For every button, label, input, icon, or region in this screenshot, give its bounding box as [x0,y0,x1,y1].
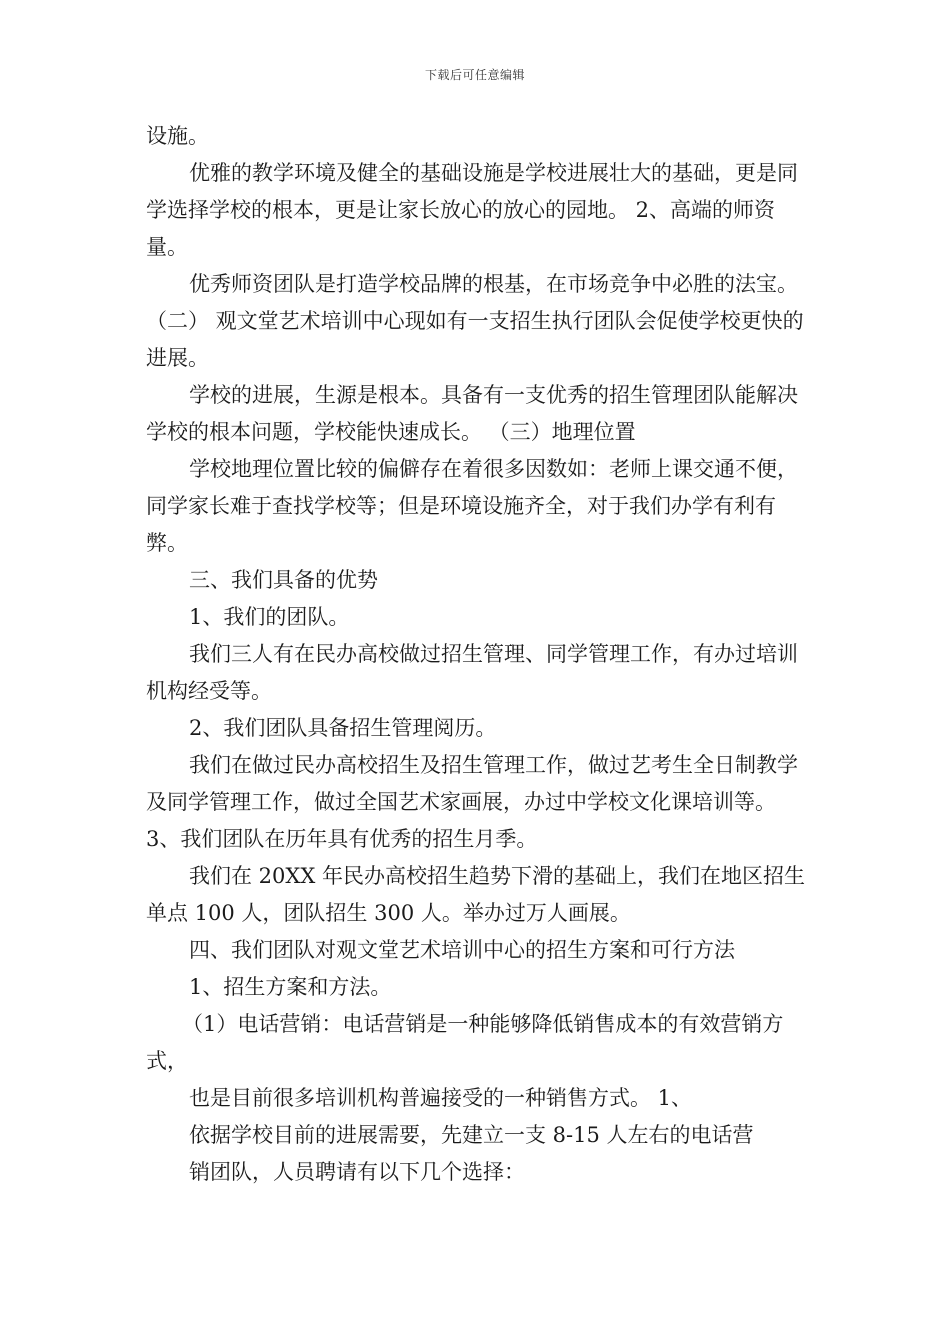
paragraph-5: 学校地理位置比较的偏僻存在着很多因数如：老师上课交通不便，同学家长难于查找学校等；但是环境设施齐全，对于我们办学有利有弊。 [146,457,798,555]
paragraph-team-build: 依据学校目前的进展需要，先建立一支 8-15 人左右的电话营 [189,1123,754,1147]
paragraph-1: 设施。 [146,124,209,148]
paragraph-telemarketing: （1）电话营销：电话营销是一种能够降低销售成本的有效营销方式， [146,1012,784,1073]
paragraph-results: 我们在 20XX 年民办高校招生趋势下滑的基础上，我们在地区招生单点 100 人，团队招生 300 人。举办过万人画展。 [146,864,805,925]
subheading-experience: 2、我们团队具备招生管理阅历。 [189,716,497,740]
paragraph-telemarketing-cont: 也是目前很多培训机构普遍接受的一种销售方式。 1、 [189,1086,693,1110]
paragraph-3: 优秀师资团队是打造学校品牌的根基，在市场竞争中必胜的法宝。 （二） 观文堂艺术培训中心现如有一支招生执行团队会促使学校更快的进展。 [146,272,805,370]
paragraph-4: 学校的进展，生源是根本。具备有一支优秀的招生管理团队能解决学校的根本问题，学校能快速成长。 （三）地理位置 [146,383,798,444]
paragraph-hiring: 销团队，人员聘请有以下几个选择： [189,1160,525,1184]
page-header-note: 下载后可任意编辑 [424,68,525,82]
paragraph-experience: 我们在做过民办高校招生及招生管理工作，做过艺考生全日制教学及同学管理工作，做过全国艺术家画展，办过中学校文化课培训等。 3、我们团队在历年具有优秀的招生月季。 [146,753,798,851]
section-heading-advantages: 三、我们具备的优势 [189,568,378,592]
paragraph-2: 优雅的教学环境及健全的基础设施是学校进展壮大的基础，更是同学选择学校的根本，更是让家长放心的放心的园地。 2、高端的师资量。 [146,161,798,259]
paragraph-team: 我们三人有在民办高校做过招生管理、同学管理工作，有办过培训机构经受等。 [146,642,798,703]
subheading-team: 1、我们的团队。 [189,605,350,629]
subheading-plan-methods: 1、招生方案和方法。 [189,975,392,999]
document-body [146,118,810,1191]
section-heading-plan: 四、我们团队对观文堂艺术培训中心的招生方案和可行方法 [189,938,735,962]
